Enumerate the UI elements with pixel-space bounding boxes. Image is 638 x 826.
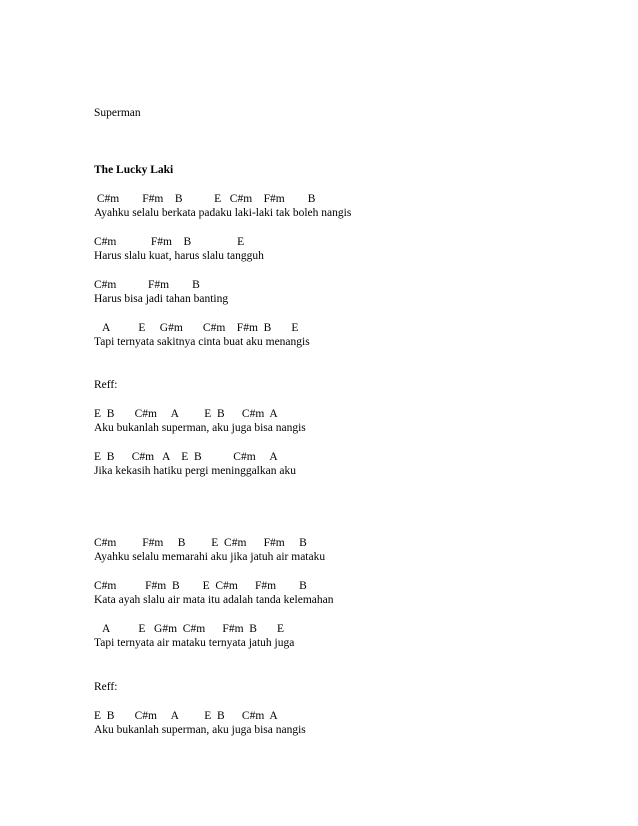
lyric-line: Harus bisa jadi tahan banting	[94, 293, 229, 305]
song-title: Superman	[94, 107, 141, 119]
artist-name: The Lucky Laki	[94, 164, 174, 176]
lyric-line: Aku bukanlah superman, aku juga bisa nangis	[94, 724, 306, 736]
chord-line: E B C#m A E B C#m A	[94, 451, 278, 463]
lyric-line: Ayahku selalu berkata padaku laki-laki tak boleh nangis	[94, 207, 352, 219]
reff-label: Reff:	[94, 379, 118, 391]
chord-line: E B C#m A E B C#m A	[94, 408, 278, 420]
lyric-line: Aku bukanlah superman, aku juga bisa nangis	[94, 422, 306, 434]
reff-label: Reff:	[94, 681, 118, 693]
chord-line: C#m F#m B	[94, 279, 200, 291]
chord-line: C#m F#m B E C#m F#m B	[94, 537, 307, 549]
lyric-line: Jika kekasih hatiku pergi meninggalkan aku	[94, 465, 296, 477]
lyric-line: Ayahku selalu memarahi aku jika jatuh air mataku	[94, 551, 326, 563]
chord-line: C#m F#m B E	[94, 236, 245, 248]
chord-line: C#m F#m B E C#m F#m B	[94, 193, 316, 205]
lyric-line: Tapi ternyata air mataku ternyata jatuh juga	[94, 637, 295, 649]
lyric-line: Kata ayah slalu air mata itu adalah tanda kelemahan	[94, 594, 334, 606]
lyric-line: Tapi ternyata sakitnya cinta buat aku menangis	[94, 336, 310, 348]
chord-line: A E G#m C#m F#m B E	[94, 623, 285, 635]
lyric-line: Harus slalu kuat, harus slalu tangguh	[94, 250, 264, 262]
chord-line: A E G#m C#m F#m B E	[94, 322, 299, 334]
chord-line: E B C#m A E B C#m A	[94, 710, 278, 722]
chord-line: C#m F#m B E C#m F#m B	[94, 580, 307, 592]
